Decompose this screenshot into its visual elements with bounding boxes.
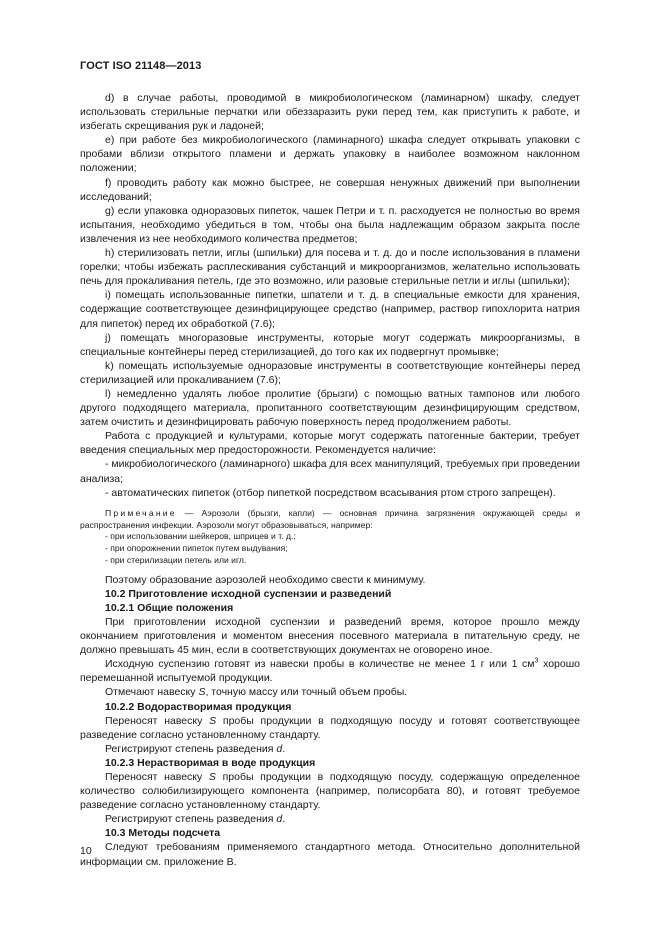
text-span: Отмечают навеску <box>105 686 199 699</box>
paragraph-10-3: Следуют требованиям применяемого стандартного метода. Относительно дополнительной информации см. приложение В. <box>80 841 580 868</box>
text-span: . <box>282 813 286 826</box>
paragraph-10-2-1-c <box>80 685 580 699</box>
page-body <box>80 91 580 869</box>
paragraph-10-2-3-a <box>80 770 580 812</box>
text-span: Исходную суспензию готовят из навески пробы в количестве не менее 1 г или 1 см <box>105 658 535 671</box>
paragraph-10-2-2-b <box>80 742 580 756</box>
pathogen-paragraph: Работа с продукцией и культурами, которые могут содержать патогенные бактерии, требует введения специальных мер предосторожности. Рекомендуется наличие: <box>80 430 580 457</box>
variable: S <box>198 686 206 699</box>
aerosol-paragraph: Поэтому образование аэрозолей необходимо свести к минимуму. <box>105 573 426 586</box>
note-body: — Аэрозоли (брызги, капли) — основная причина загрязнения окружающей среды и распространения инфекции. Аэрозоли могут образовываться, например: <box>80 507 580 530</box>
variable: S <box>209 714 217 727</box>
section-heading-10-2: 10.2 Приготовление исходной суспензии и разведений <box>105 587 392 600</box>
text-span: . <box>282 742 286 755</box>
dash-item-pipettes: - автоматических пипеток (отбор пипеткой посредством всасывания ртом строго запрещен). <box>105 486 556 499</box>
list-item-g: g) если упаковка одноразовых пипеток, чашек Петри и т. п. расходуется не полностью во время испытания, необходимо убедиться в том, чтобы она была надлежащим образом закрыта после извлечения из нее необходимого количества предметов; <box>80 204 580 245</box>
text-span: Регистрируют степень разведения <box>105 742 277 755</box>
dash-item-cabinet: - микробиологического (ламинарного) шкафа для всех манипуляций, требуемых при проведении анализа; <box>80 458 580 485</box>
text-span: хорошо перемешанной испытуемой продукции. <box>80 658 580 685</box>
paragraph-10-2-3-b <box>80 812 580 826</box>
note-item: - при стерилизации петель или игл. <box>105 554 247 565</box>
note-text <box>80 508 580 532</box>
variable: d <box>276 813 283 826</box>
note-label: Примечание <box>105 507 177 518</box>
document-header: ГОСТ ISO 21148—2013 <box>80 60 202 72</box>
page-number: 10 <box>80 845 92 857</box>
list-item-i: i) помещать использованные пипетки, шпатели и т. д. в специальные емкости для хранения, содержащие соответствующее дезинфицирующее средство (например, раствор гипохлорита натрия для пипеток) перед их обработкой (7.6); <box>80 289 580 330</box>
note-block <box>80 508 580 567</box>
section-heading-10-3: 10.3 Методы подсчета <box>105 827 221 840</box>
paragraph-10-2-1-a: При приготовлении исходной суспензии и разведений время, которое прошло между окончанием приготовления и моментом внесения посевного материала в питательную среду, не должно превышать 45 мин, если в соответствующих документах не оговорено иное. <box>80 615 580 657</box>
paragraph-10-2-2-a <box>80 714 580 742</box>
list-item-d: d) в случае работы, проводимой в микробиологическом (ламинарном) шкафу, следует использовать стерильные перчатки или обеззаразить руки перед тем, как приступить к работе, и избегать скрещивания рук и ладоней; <box>80 92 580 133</box>
list-item-h: h) стерилизовать петли, иглы (шпильки) для посева и т. д. до и после использования в пламени горелки; чтобы избежать расплескивания субстанций и микроорганизмов, желательно использовать печь для прокаливания петель, где это возможно, или разовые стерильные петли и иглы (шпильки); <box>80 247 580 288</box>
section-heading-10-2-3: 10.2.3 Нерастворимая в воде продукция <box>105 756 316 769</box>
variable: S <box>208 771 216 784</box>
note-item: - при опорожнении пипеток путем выдувания; <box>105 543 288 554</box>
list-item-k: k) помещать используемые одноразовые инструменты в соответствующие контейнеры перед стерилизацией или прокаливанием (7.6); <box>80 359 580 386</box>
section-heading-10-2-1: 10.2.1 Общие положения <box>105 601 234 614</box>
paragraph-10-2-1-b <box>80 657 580 685</box>
text-span: пробы продукции в подходящую посуду и готовят соответствующее разведение согласно установленному стандарту. <box>80 714 580 741</box>
text-span: , точную массу или точный объем пробы. <box>205 686 408 699</box>
note-item: - при использовании шейкеров, шприцев и т. д.; <box>105 531 296 542</box>
text-span: Переносят навеску <box>105 714 210 727</box>
superscript: 3 <box>534 657 539 665</box>
list-item-j: j) помещать многоразовые инструменты, которые могут содержать микроорганизмы, в специальные контейнеры перед стерилизацией, до того как их подвергнут промывке; <box>80 331 580 358</box>
text-span: Переносят навеску <box>105 771 209 784</box>
variable: d <box>276 742 283 755</box>
list-item-l: l) немедленно удалять любое пролитие (брызги) с помощью ватных тампонов или любого другого подходящего материала, пропитанного соответствующим дезинфицирующим средством, затем очистить и дезинфицировать рабочую поверхность перед продолжением работы. <box>80 387 580 429</box>
list-item-e: e) при работе без микробиологического (ламинарного) шкафа следует открывать упаковки с пробами вблизи открытого пламени и держать упаковку в наиболее возможном наклонном положении; <box>80 134 580 175</box>
list-item-f: f) проводить работу как можно быстрее, не совершая ненужных движений при выполнении исследований; <box>80 176 580 203</box>
text-span: пробы продукции в подходящую посуду, содержащую определенное количество солюбилизирующего компонента (например, полисорбата 80), и готовят требуемое разведение согласно установленному стандарту. <box>80 771 580 812</box>
section-heading-10-2-2: 10.2.2 Водорастворимая продукция <box>105 700 292 713</box>
text-span: Регистрируют степень разведения <box>105 813 277 826</box>
